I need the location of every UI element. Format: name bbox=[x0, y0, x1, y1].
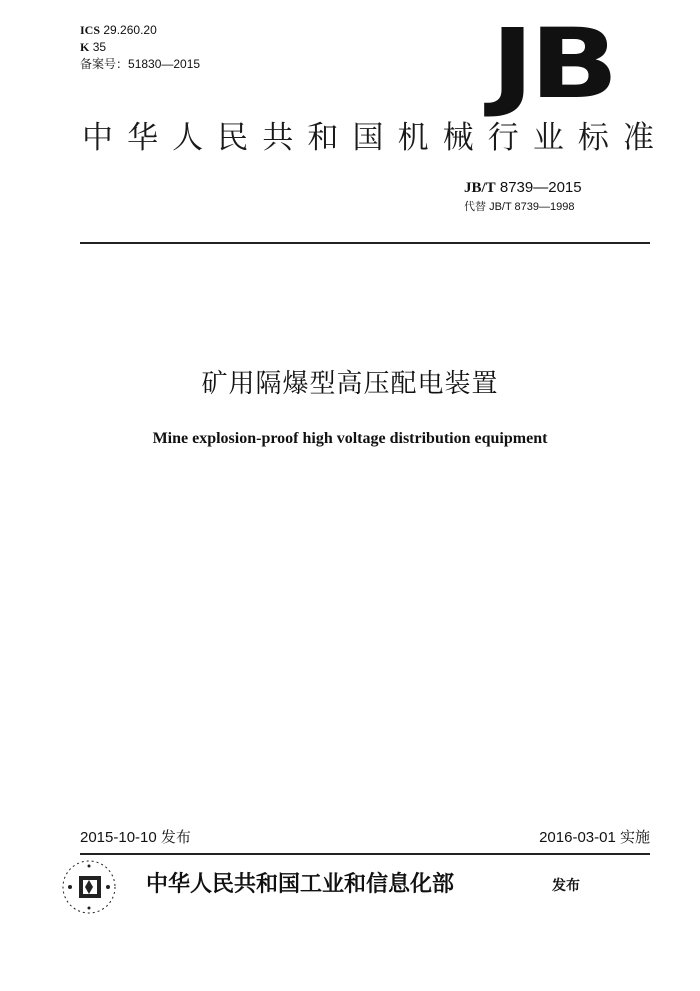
issue-date-suffix: 发布 bbox=[160, 829, 191, 846]
record-label: 备案号： bbox=[80, 57, 129, 71]
issuer-suffix: 发布 bbox=[552, 878, 580, 894]
ics-line bbox=[80, 22, 200, 39]
implement-date-value: 2016-03-01 bbox=[539, 829, 616, 846]
ics-value: 29.260.20 bbox=[103, 23, 157, 37]
implement-date-suffix: 实施 bbox=[619, 829, 650, 846]
replaces-line bbox=[464, 198, 624, 216]
document-title-cn: 矿用隔爆型高压配电装置 bbox=[201, 369, 499, 399]
replaces-label: 代替 bbox=[464, 201, 486, 213]
document-title-en: Mine explosion-proof high voltage distribution equipment bbox=[152, 430, 548, 447]
record-value: 51830—2015 bbox=[128, 57, 201, 71]
jb-logo: JB bbox=[490, 8, 614, 120]
ccs-value: 35 bbox=[92, 40, 107, 54]
standard-category-title: 中华人民共和国机械行业标准 bbox=[82, 120, 654, 156]
ministry-seal-icon bbox=[60, 858, 118, 916]
header-divider bbox=[80, 242, 650, 244]
issue-date-value: 2015-10-10 bbox=[80, 829, 157, 846]
standard-number-block bbox=[464, 178, 624, 216]
issue-date bbox=[80, 827, 191, 849]
classification-block bbox=[80, 22, 200, 73]
standard-code bbox=[464, 178, 624, 198]
standard-code-number: 8739—2015 bbox=[499, 179, 582, 196]
ccs-label: K bbox=[80, 40, 90, 54]
replaces-value: JB/T 8739—1998 bbox=[489, 201, 575, 213]
record-line bbox=[80, 56, 200, 73]
ics-label: ICS bbox=[80, 23, 101, 37]
implement-date bbox=[539, 827, 650, 849]
footer-divider bbox=[80, 853, 650, 855]
ccs-line bbox=[80, 39, 200, 56]
issuer-name: 中华人民共和国工业和信息化部 bbox=[146, 872, 455, 897]
standard-code-prefix: JB/T bbox=[464, 180, 496, 196]
